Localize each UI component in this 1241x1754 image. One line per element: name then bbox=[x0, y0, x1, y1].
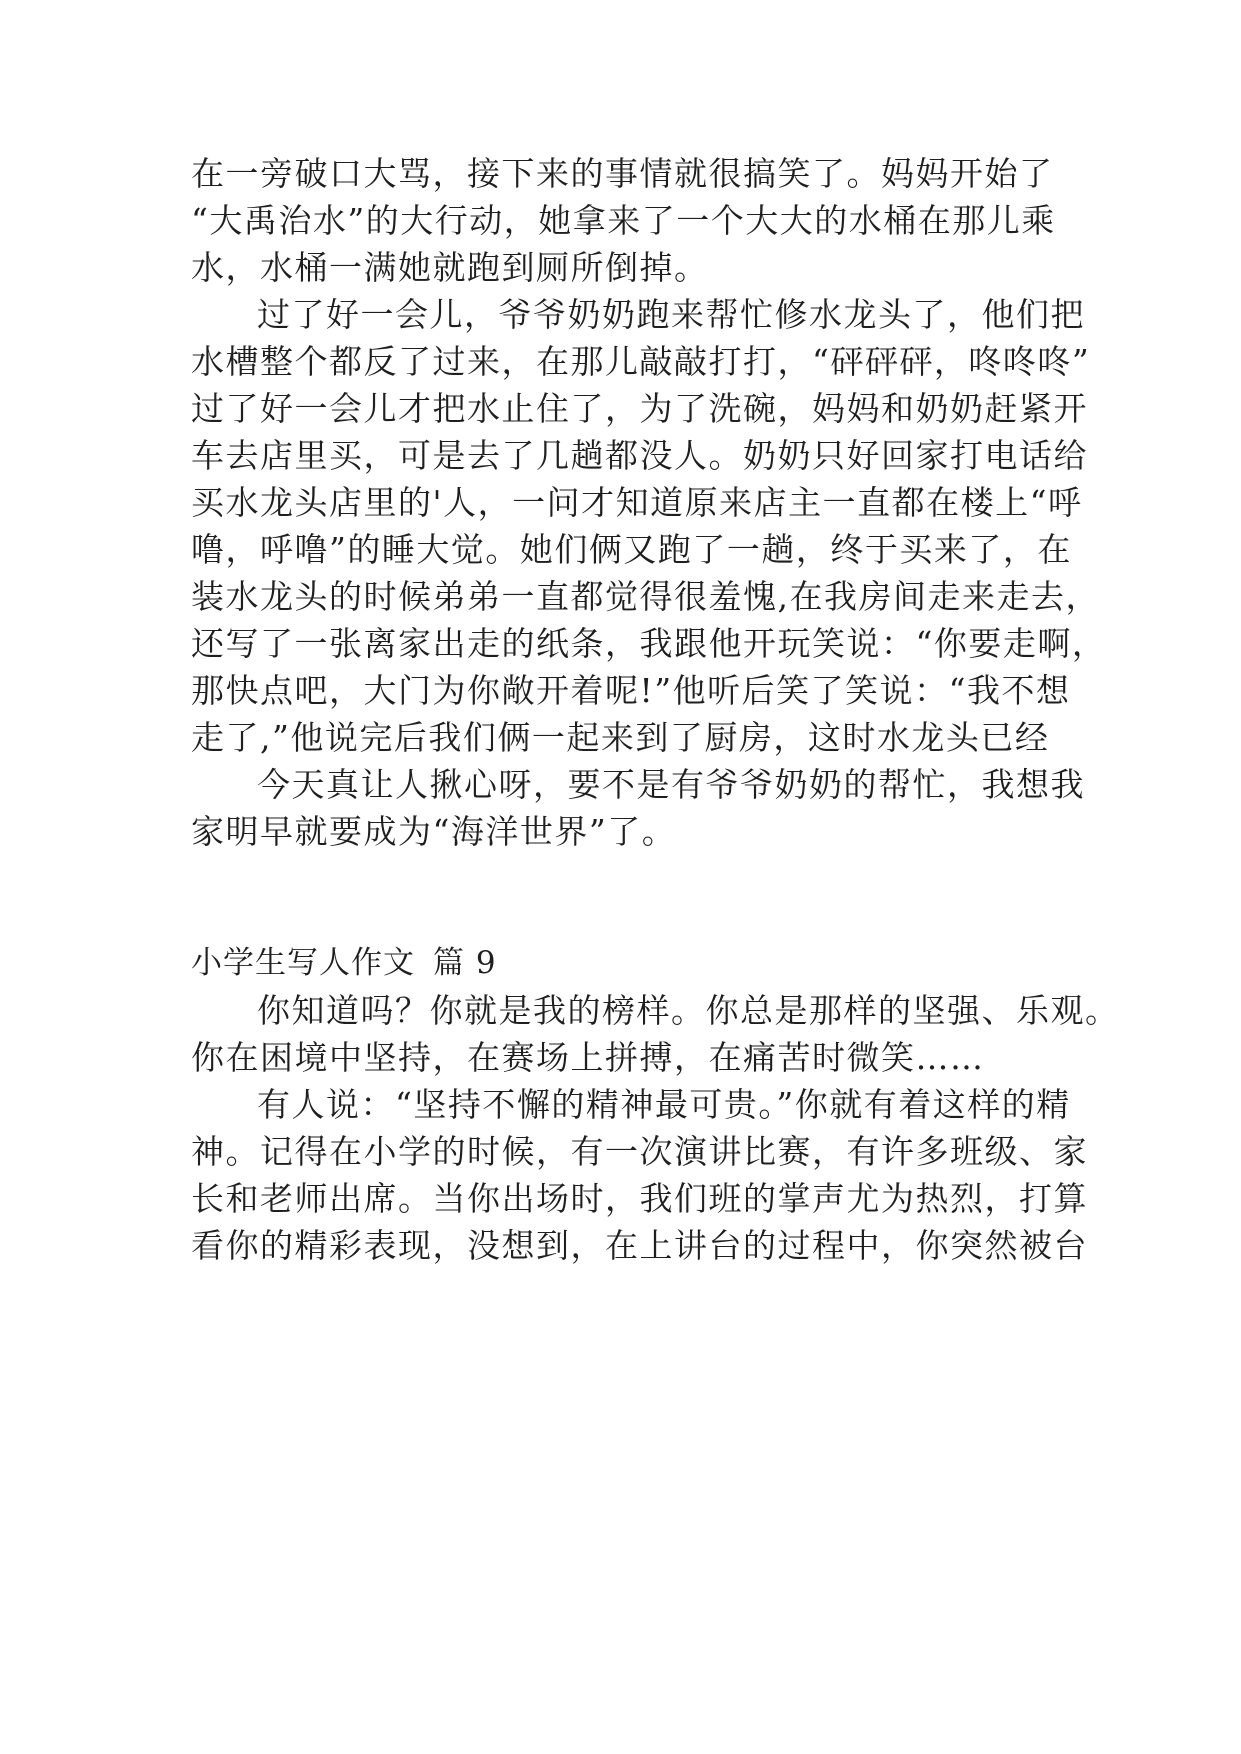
paragraph bbox=[191, 987, 1120, 1081]
text-line: 过了好一会儿才把水止住了，为了洗碗，妈妈和奶奶赶紧开 bbox=[191, 389, 1088, 428]
text-line: 神。记得在小学的时候，有一次演讲比赛，有许多班级、家 bbox=[191, 1132, 1088, 1171]
text-line: 车去店里买，可是去了几趟都没人。奶奶只好回家打电话给 bbox=[191, 436, 1088, 475]
text-line: 你知道吗？你就是我的榜样。你总是那样的坚强、乐观。 bbox=[257, 991, 1120, 1030]
paragraph bbox=[191, 150, 1056, 291]
section-title: 小学生写人作文 bbox=[191, 945, 415, 981]
text-line: “大禹治水”的大行动，她拿来了一个大大的水桶在那儿乘 bbox=[191, 201, 1056, 240]
text-line: 那快点吧，大门为你敞开着呢!”他听后笑了笑说：“我不想 bbox=[191, 671, 1071, 710]
document-page bbox=[191, 150, 1120, 1269]
section-heading bbox=[191, 941, 1051, 985]
text-line: 家明早就要成为“海洋世界”了。 bbox=[191, 812, 677, 851]
text-line: 你在困境中坚持，在赛场上拼搏，在痛苦时微笑…… bbox=[191, 1038, 985, 1077]
text-line: 走了,”他说完后我们俩一起来到了厨房，这时水龙头已经 bbox=[191, 718, 1050, 757]
text-line: 买水龙头店里的'人，一问才知道原来店主一直都在楼上“呼 bbox=[191, 483, 1083, 522]
text-line: 水，水桶一满她就跑到厕所倒掉。 bbox=[191, 248, 709, 287]
text-line: 长和老师出席。当你出场时，我们班的掌声尤为热烈，打算 bbox=[191, 1179, 1088, 1218]
text-line: 在一旁破口大骂，接下来的事情就很搞笑了。妈妈开始了 bbox=[191, 154, 1054, 193]
section-number: 篇 9 bbox=[433, 945, 497, 981]
text-line: 有人说：“坚持不懈的精神最可贵。”你就有着这样的精 bbox=[257, 1085, 1071, 1124]
text-line: 今天真让人揪心呀，要不是有爷爷奶奶的帮忙，我想我 bbox=[257, 765, 1085, 804]
text-line: 看你的精彩表现，没想到，在上讲台的过程中，你突然被台 bbox=[191, 1226, 1088, 1265]
paragraph bbox=[191, 1081, 1088, 1269]
text-line: 还写了一张离家出走的纸条，我跟他开玩笑说：“你要走啊， bbox=[191, 624, 1107, 663]
paragraph bbox=[191, 291, 1107, 761]
text-line: 过了好一会儿，爷爷奶奶跑来帮忙修水龙头了，他们把 bbox=[257, 295, 1085, 334]
text-line: 水槽整个都反了过来，在那儿敲敲打打，“砰砰砰，咚咚咚” bbox=[191, 342, 1091, 381]
section-spacer bbox=[191, 855, 1051, 941]
text-line: 装水龙头的时候弟弟一直都觉得很羞愧,在我房间走来走去， bbox=[191, 577, 1100, 616]
paragraph bbox=[191, 761, 1085, 855]
text-line: 噜，呼噜”的睡大觉。她们俩又跑了一趟，终于买来了，在 bbox=[191, 530, 1072, 569]
